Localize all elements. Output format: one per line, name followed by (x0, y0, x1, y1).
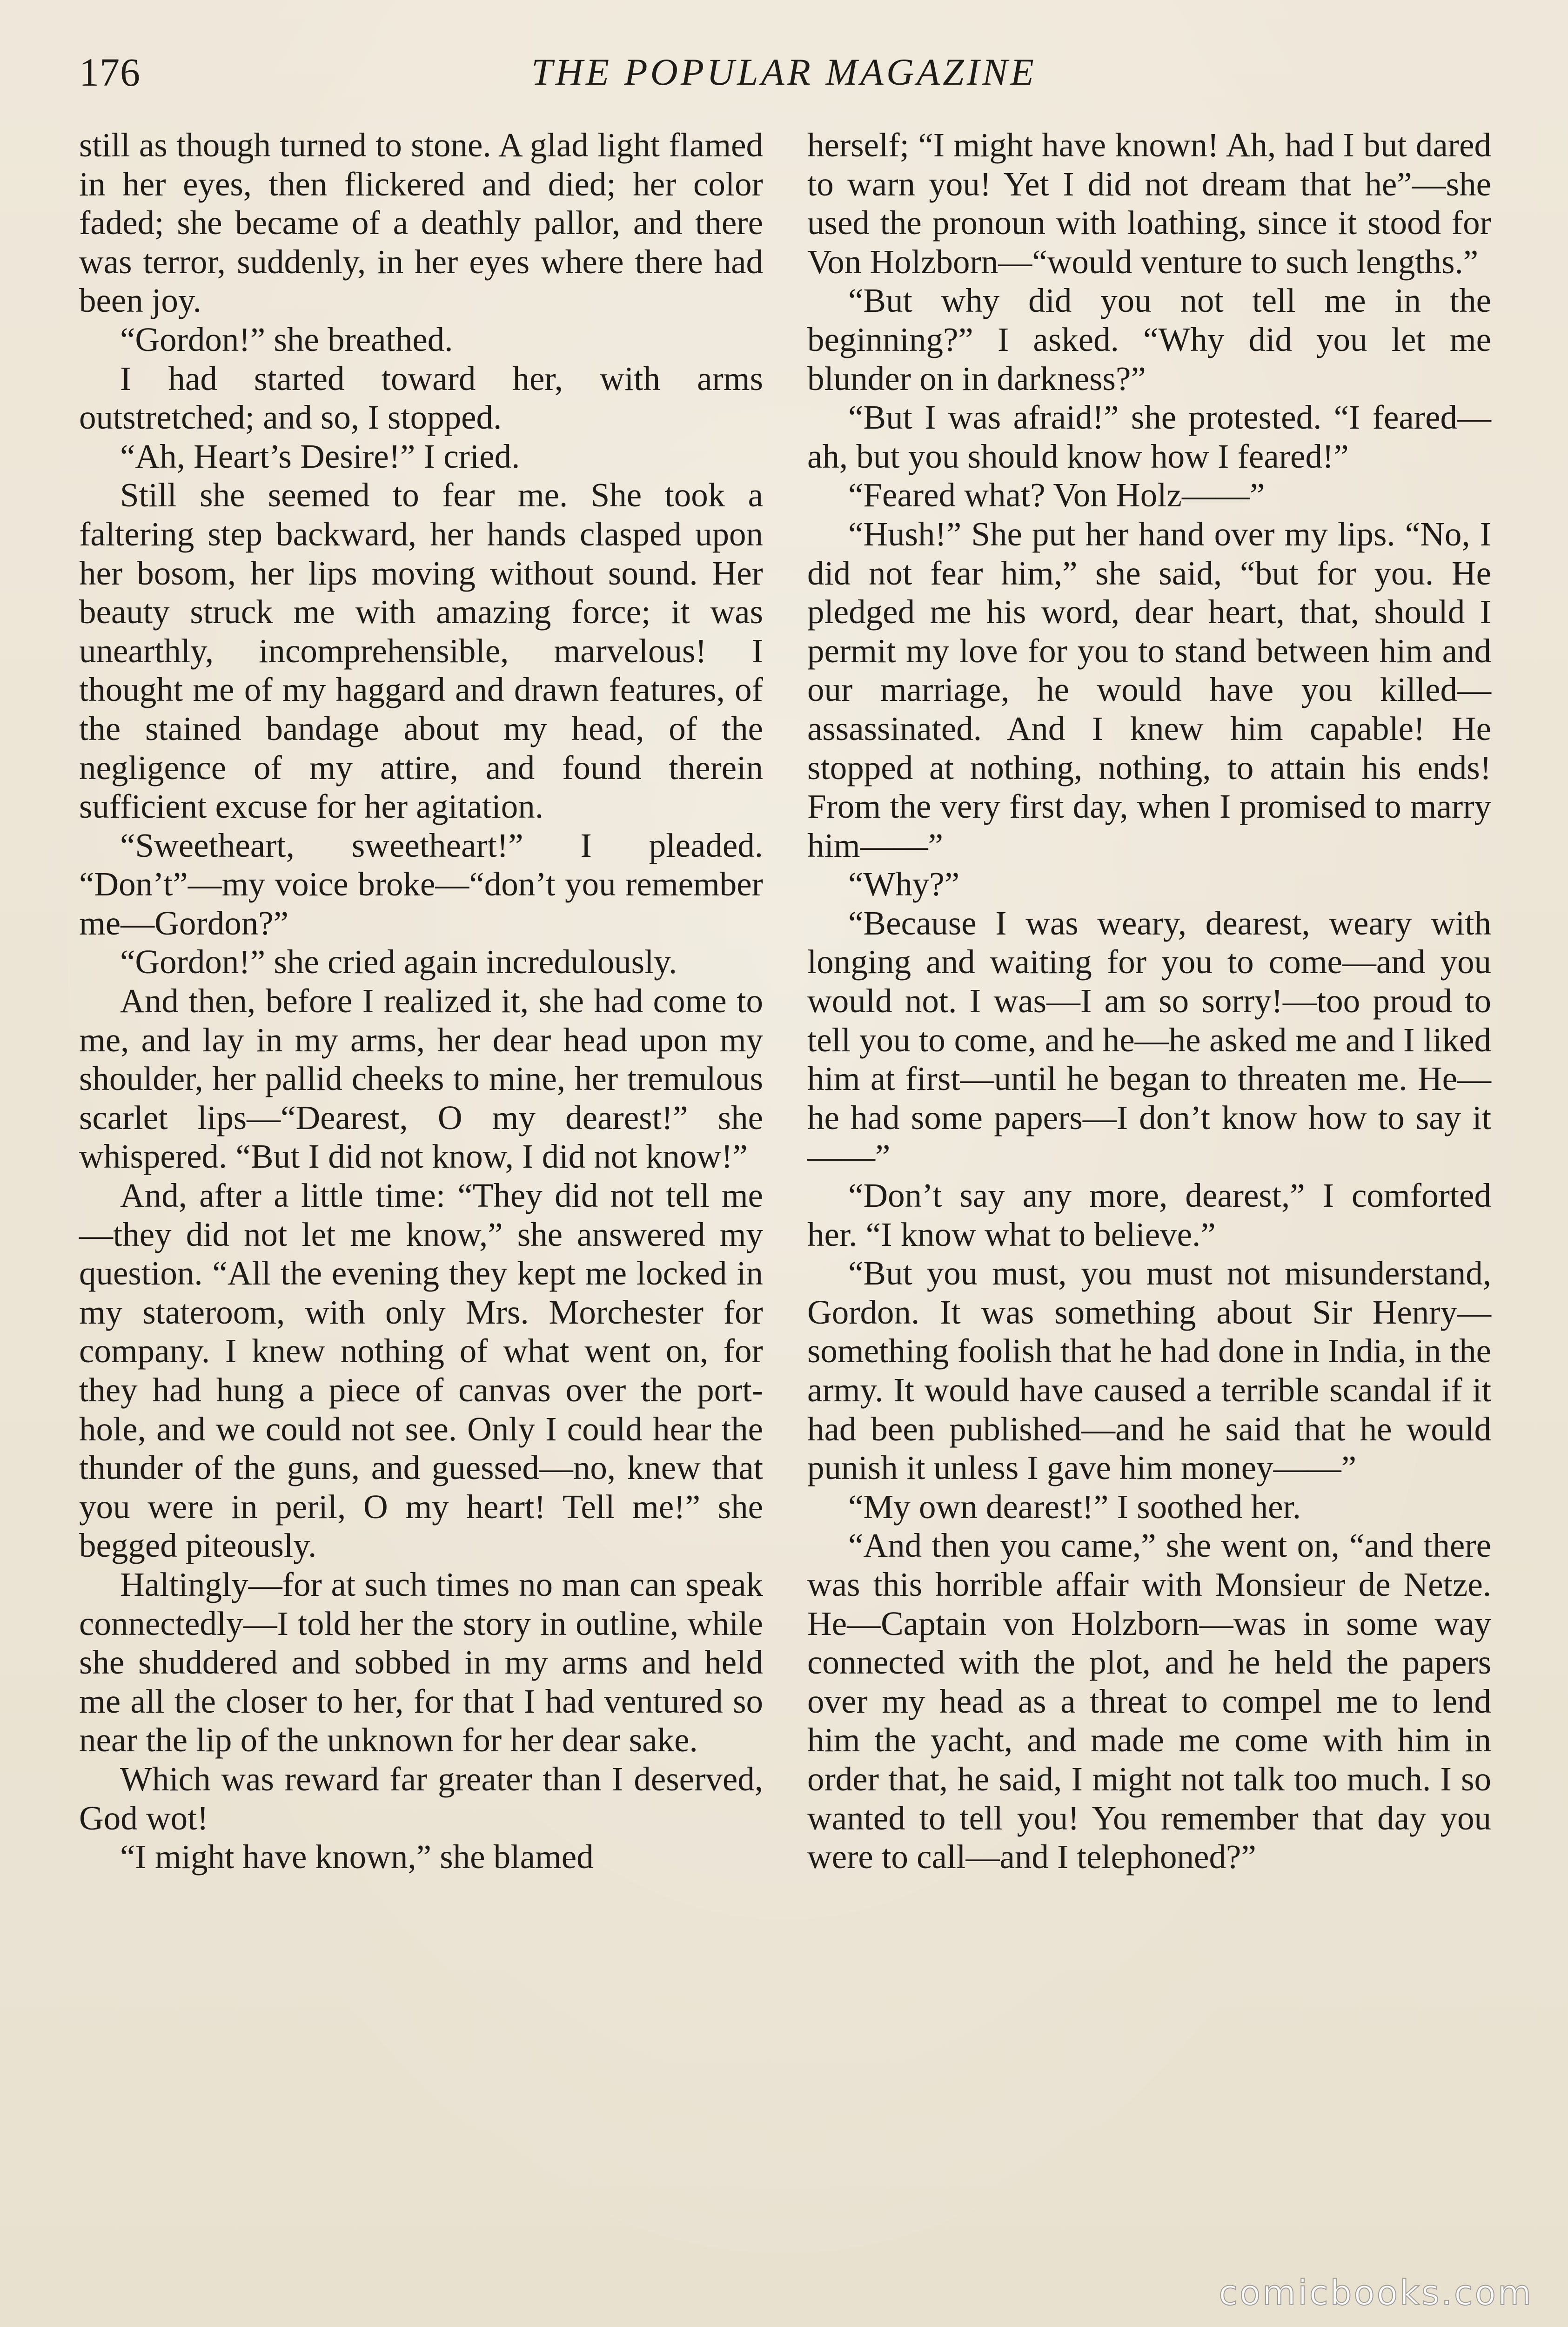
paragraph: still as though turned to stone. A glad light flamed in her eyes, then flickered and died; her color faded; she became of a deathly pallor, and there was terror, suddenly, in her eyes where there had been joy. (79, 126, 763, 320)
site-watermark: comicbooks.com (1219, 2273, 1533, 2313)
paragraph: “Feared what? Von Holz——” (848, 476, 1265, 514)
paragraph: “Don’t say any more, dearest,” I comforted her. “I know what to believe.” (807, 1177, 1491, 1253)
paragraph: “Gordon!” she cried again incredulously. (120, 943, 677, 981)
paragraph: “Why?” (848, 865, 960, 903)
paragraph: Haltingly—for at such times no man can speak connectedly—I told her the story in outline, while she shuddered and sobbed in my arms and held me all the closer to her, for that I had ventured so near the lip of the unknown for her dear sake. (79, 1565, 763, 1759)
right-column (807, 126, 1491, 1876)
running-head: THE POPULAR MAGAZINE (531, 51, 1037, 93)
paragraph: “Sweetheart, sweetheart!” I pleaded. “Don’t”—my voice broke—“don’t you remember me—Gordon?” (79, 826, 763, 942)
page-header (79, 44, 1489, 100)
paragraph: “But why did you not tell me in the beginning?” I asked. “Why did you let me blunder on in darkness?” (807, 282, 1491, 397)
left-column (79, 126, 763, 1876)
paragraph: Still she seemed to fear me. She took a faltering step backward, her hands clasped upon her bosom, her lips moving without sound. Her beauty struck me with amazing force; it was unearthly, incomprehensible, marvelous! I thought me of my haggard and drawn features, of the stained bandage about my head, of the negligence of my attire, and found therein sufficient excuse for her agitation. (79, 476, 763, 826)
paragraph: “My own dearest!” I soothed her. (848, 1487, 1301, 1526)
paragraph: Which was reward far greater than I deserved, God wot! (79, 1760, 763, 1837)
paragraph: “And then you came,” she went on, “and there was this horrible affair with Monsieur de Netze. He—Captain von Holzborn—was in some way connected with the plot, and he held the papers over my head as a threat to compel me to lend him the yacht, and made me come with him in order that, he said, I might not talk too much. I so wanted to tell you! You remember that day you were to call—and I telephoned?” (807, 1527, 1491, 1876)
page-number: 176 (79, 50, 141, 94)
paragraph: “I might have known,” she blamed (120, 1838, 594, 1876)
paragraph: I had started toward her, with arms outstretched; and so, I stopped. (79, 359, 763, 437)
paragraph: And then, before I realized it, she had come to me, and lay in my arms, her dear head upon my shoulder, her pallid cheeks to mine, her tremulous scarlet lips—“Dearest, O my dearest!” she whispered. “But I did not know, I did not know!” (79, 982, 763, 1176)
paragraph: herself; “I might have known! Ah, had I but dared to warn you! Yet I did not dream that he”—she used the pronoun with loathing, since it stood for Von Holzborn—“would venture to such lengths.” (807, 126, 1491, 281)
paragraph: “Ah, Heart’s Desire!” I cried. (120, 437, 520, 475)
paragraph: “But you must, you must not misunderstand, Gordon. It was something about Sir Henry—something foolish that he had done in India, in the army. It would have caused a terrible scandal if it had been published—and he said that he would punish it unless I gave him money——” (807, 1254, 1491, 1487)
paragraph: “Hush!” She put her hand over my lips. “No, I did not fear him,” she said, “but for you. He pledged me his word, dear heart, that, should I permit my love for you to stand between him and our marriage, he would have you killed—assassinated. And I knew him capable! He stopped at nothing, nothing, to attain his ends! From the very first day, when I promised to marry him——” (807, 515, 1491, 864)
paragraph: “Because I was weary, dearest, weary with longing and waiting for you to come—and you would not. I was—I am so sorry!—too proud to tell you to come, and he—he asked me and I liked him at first—until he began to threaten me. He—he had some papers—I don’t know how to say it——” (807, 904, 1491, 1176)
paragraph: And, after a little time: “They did not tell me—they did not let me know,” she answered my question. “All the evening they kept me locked in my stateroom, with only Mrs. Morchester for company. I knew nothing of what went on, for they had hung a piece of canvas over the port-hole, and we could not see. Only I could hear the thunder of the guns, and guessed—no, knew that you were in peril, O my heart! Tell me!” she begged piteously. (79, 1177, 763, 1565)
paragraph: “Gordon!” she breathed. (120, 320, 453, 358)
paragraph: “But I was afraid!” she protested. “I feared—ah, but you should know how I feared!” (807, 398, 1491, 475)
